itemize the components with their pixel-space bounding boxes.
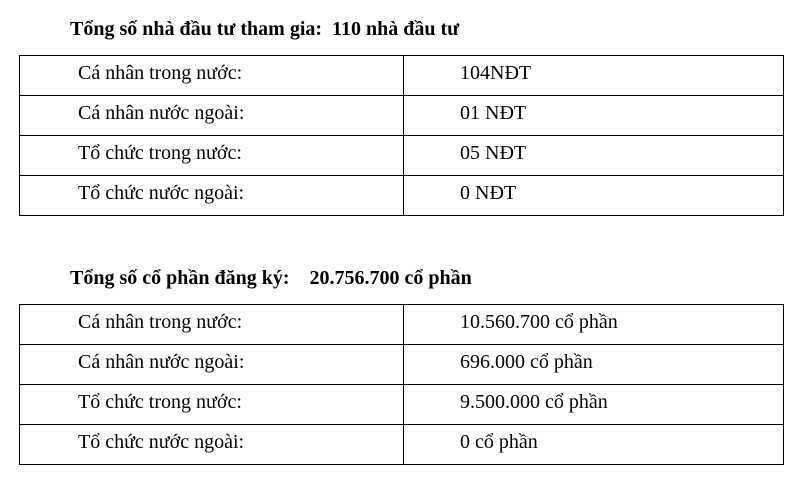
table-row: [20, 345, 784, 385]
table-row: [20, 176, 784, 216]
row-value: 01 NĐT: [404, 96, 784, 136]
row-value: 0 cổ phần: [404, 425, 784, 465]
table-row: [20, 305, 784, 345]
investors-table: [19, 55, 784, 216]
row-value: 10.560.700 cổ phần: [404, 305, 784, 345]
table-row: [20, 96, 784, 136]
row-label: Tổ chức trong nước:: [20, 136, 404, 176]
table-row: [20, 425, 784, 465]
row-label: Cá nhân trong nước:: [20, 305, 404, 345]
row-label: Cá nhân nước ngoài:: [20, 345, 404, 385]
row-value: 05 NĐT: [404, 136, 784, 176]
row-label: Tổ chức nước ngoài:: [20, 425, 404, 465]
row-value: 9.500.000 cổ phần: [404, 385, 784, 425]
row-value: 696.000 cổ phần: [404, 345, 784, 385]
row-label: Cá nhân trong nước:: [20, 56, 404, 96]
shares-table: [19, 304, 784, 465]
table-row: [20, 385, 784, 425]
table-row: [20, 56, 784, 96]
row-label: Cá nhân nước ngoài:: [20, 96, 404, 136]
row-value: 104NĐT: [404, 56, 784, 96]
row-label: Tổ chức nước ngoài:: [20, 176, 404, 216]
row-value: 0 NĐT: [404, 176, 784, 216]
table-row: [20, 136, 784, 176]
investors-title: Tổng số nhà đầu tư tham gia: 110 nhà đầu tư: [70, 18, 460, 40]
shares-title: Tổng số cổ phần đăng ký: 20.756.700 cổ phần: [70, 267, 472, 289]
row-label: Tổ chức trong nước:: [20, 385, 404, 425]
